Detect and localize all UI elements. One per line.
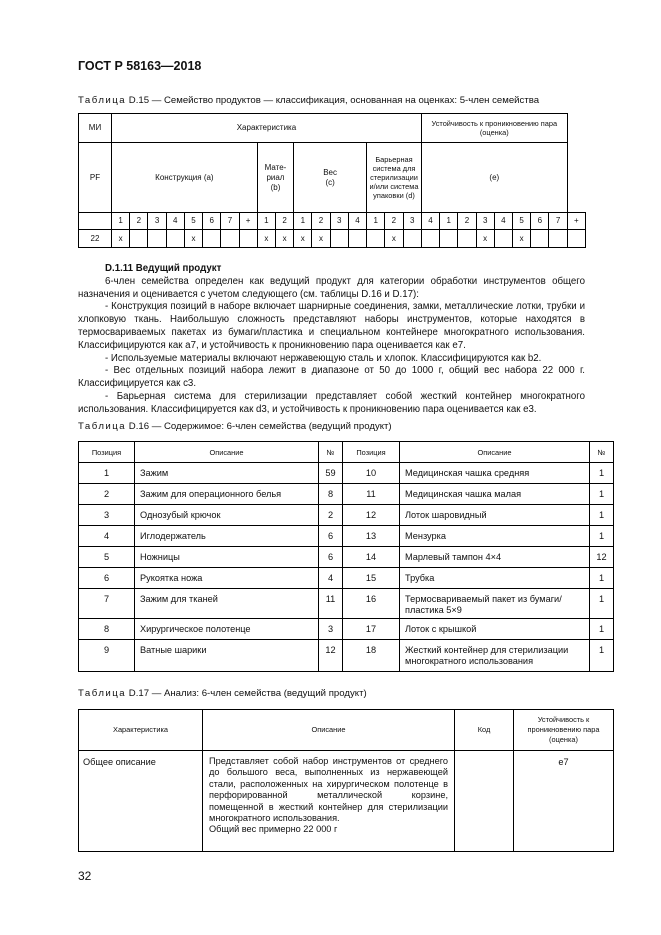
mark-cell xyxy=(239,230,257,248)
col-header-characteristic: Характеристика xyxy=(79,710,203,751)
number-cell: 6 xyxy=(319,547,343,568)
position-cell: 4 xyxy=(79,526,135,547)
description-cell: Термосвариваемый пакет из бумаги/пластика 5×9 xyxy=(400,589,590,619)
position-cell: 16 xyxy=(343,589,400,619)
mark-cell xyxy=(531,230,549,248)
number-cell: 1 xyxy=(590,505,614,526)
caption-prefix: Таблица xyxy=(78,95,127,106)
position-cell: 2 xyxy=(79,484,135,505)
number-cell: 4 xyxy=(494,213,512,230)
number-cell: 1 xyxy=(590,568,614,589)
table-d15 xyxy=(78,113,586,248)
page-number: 32 xyxy=(78,869,92,883)
position-cell: 5 xyxy=(79,547,135,568)
table-row xyxy=(79,568,614,589)
number-cell: 1 xyxy=(590,589,614,619)
number-cell: 8 xyxy=(319,484,343,505)
mark-cell xyxy=(440,230,458,248)
code-cell xyxy=(455,751,514,852)
barrier-header: Барьерная система для стерилизации и/или система упаковки (d) xyxy=(367,143,422,213)
description-cell: Медицинская чашка средняя xyxy=(400,463,590,484)
mark-cell: x xyxy=(385,230,403,248)
material-label: Мате-риал (b) xyxy=(264,162,287,192)
description-weight: Общий вес примерно 22 000 г xyxy=(209,824,338,835)
section-d111 xyxy=(78,263,585,417)
mark-cell xyxy=(494,230,512,248)
mark-cell: x xyxy=(476,230,494,248)
number-cell: 1 xyxy=(590,463,614,484)
number-cell: 1 xyxy=(367,213,385,230)
number-cell: 5 xyxy=(513,213,531,230)
characteristic-header: Характеристика xyxy=(112,114,422,143)
mark-cell xyxy=(148,230,166,248)
number-cell: 2 xyxy=(458,213,476,230)
empty-cell xyxy=(79,213,112,230)
mark-cell xyxy=(367,230,385,248)
mark-cell xyxy=(421,230,439,248)
number-cell: 1 xyxy=(590,526,614,547)
number-cell: 3 xyxy=(148,213,166,230)
description-cell: Рукоятка ножа xyxy=(135,568,319,589)
description-cell: Лоток с крышкой xyxy=(400,619,590,640)
caption-prefix: Таблица xyxy=(78,421,127,432)
table-d16-caption xyxy=(78,421,392,432)
position-cell: 18 xyxy=(343,640,400,672)
number-cell: 7 xyxy=(221,213,239,230)
mark-cell xyxy=(166,230,184,248)
paragraph: - Используемые материалы включают нержавеющую сталь и хлопок. Классифицируются как b2. xyxy=(105,352,542,364)
number-cell: 1 xyxy=(590,640,614,672)
description-cell: Зажим для операционного белья xyxy=(135,484,319,505)
number-cell: 4 xyxy=(166,213,184,230)
pf-header: PF xyxy=(79,143,112,213)
paragraph: - Конструкция позиций в наборе включает шарнирные соединения, замки, металлические лотки, трубки и хлопковую ткань. Наибольшую сложность представляют наборы инструментов, которые находятся в термосвариваемых пакетах из бумаги/пластика и специальном контейнере многократного использования. Классифицируются как а7, и устойчивость к проникновению пара оценивается как е7. xyxy=(78,301,585,351)
description-cell: Лоток шаровидный xyxy=(400,505,590,526)
number-cell: 4 xyxy=(421,213,439,230)
description-cell: Зажим xyxy=(135,463,319,484)
description-cell: Трубка xyxy=(400,568,590,589)
col-header-steam-resistance: Устойчивость к проникновению пара (оценка) xyxy=(514,710,614,751)
paragraph: - Вес отдельных позиций набора лежит в диапазоне от 50 до 1000 г, общий вес набора 22 000 г. Классифицируется как с3. xyxy=(78,365,585,390)
number-cell: 5 xyxy=(184,213,202,230)
number-cell: 3 xyxy=(330,213,348,230)
document-code: ГОСТ Р 58163—2018 xyxy=(78,59,202,73)
table-row xyxy=(79,484,614,505)
col-header-number: № xyxy=(319,442,343,463)
number-cell: 4 xyxy=(348,213,366,230)
description-cell: Мензурка xyxy=(400,526,590,547)
number-cell: 6 xyxy=(203,213,221,230)
position-cell: 13 xyxy=(343,526,400,547)
number-cell: 59 xyxy=(319,463,343,484)
mark-cell xyxy=(203,230,221,248)
description-cell: Зажим для тканей xyxy=(135,589,319,619)
description-cell xyxy=(203,751,455,852)
number-cell: 2 xyxy=(319,505,343,526)
description-cell: Жесткий контейнер для стерилизации многократного использования xyxy=(400,640,590,672)
mark-cell xyxy=(458,230,476,248)
description-cell: Ватные шарики xyxy=(135,640,319,672)
number-cell: 12 xyxy=(319,640,343,672)
position-cell: 17 xyxy=(343,619,400,640)
number-cell: 4 xyxy=(319,568,343,589)
col-header-position: Позиция xyxy=(343,442,400,463)
weight-label: Вес (c) xyxy=(323,167,338,187)
characteristic-cell: Общее описание xyxy=(79,751,203,852)
number-cell: 3 xyxy=(403,213,421,230)
mark-cell xyxy=(130,230,148,248)
paragraph: - Барьерная система для стерилизации представляет собой жесткий контейнер многократного использования. Классифицируется как d3, и устойчивость к проникновению пара оценивается как е3. xyxy=(78,390,585,415)
table-row xyxy=(79,463,614,484)
position-cell: 7 xyxy=(79,589,135,619)
number-cell: 11 xyxy=(319,589,343,619)
number-cell: + xyxy=(239,213,257,230)
table-row xyxy=(79,589,614,619)
position-cell: 12 xyxy=(343,505,400,526)
number-cell: 2 xyxy=(312,213,330,230)
table-d17 xyxy=(78,709,614,852)
number-cell: 1 xyxy=(590,484,614,505)
mark-cell: x xyxy=(184,230,202,248)
position-cell: 14 xyxy=(343,547,400,568)
number-cell: 3 xyxy=(319,619,343,640)
position-cell: 6 xyxy=(79,568,135,589)
mark-cell: x xyxy=(513,230,531,248)
number-cell: 12 xyxy=(590,547,614,568)
position-cell: 1 xyxy=(79,463,135,484)
e-header: (e) xyxy=(421,143,567,213)
col-header-description: Описание xyxy=(135,442,319,463)
caption-text: D.16 — Содержимое: 6-член семейства (ведущий продукт) xyxy=(126,421,392,432)
caption-prefix: Таблица xyxy=(78,688,127,699)
mi-header: МИ xyxy=(79,114,112,143)
mark-cell xyxy=(549,230,567,248)
description-cell: Иглодержатель xyxy=(135,526,319,547)
mark-cell xyxy=(403,230,421,248)
table-d16 xyxy=(78,441,614,672)
table-d15-caption xyxy=(78,95,539,106)
position-cell: 15 xyxy=(343,568,400,589)
number-cell: 1 xyxy=(294,213,312,230)
number-cell: 1 xyxy=(257,213,275,230)
position-cell: 9 xyxy=(79,640,135,672)
description-cell: Медицинская чашка малая xyxy=(400,484,590,505)
mark-cell: x xyxy=(257,230,275,248)
paragraph: 6-член семейства определен как ведущий продукт для категории обработки инструментов общего назначения и оценивается с учетом следующего (см. таблицы D.16 и D.17): xyxy=(78,275,585,300)
col-header-description: Описание xyxy=(400,442,590,463)
col-header-code: Код xyxy=(455,710,514,751)
caption-text: D.17 — Анализ: 6-член семейства (ведущий продукт) xyxy=(126,688,367,699)
mark-cell xyxy=(330,230,348,248)
table-row xyxy=(79,619,614,640)
number-cell: 1 xyxy=(112,213,130,230)
mark-cell xyxy=(348,230,366,248)
number-cell: 2 xyxy=(275,213,293,230)
number-cell: 1 xyxy=(590,619,614,640)
table-row xyxy=(79,547,614,568)
table-row xyxy=(79,505,614,526)
construction-header xyxy=(112,143,258,213)
construction-label: Конструкция (a) xyxy=(155,172,214,182)
pf-value: 22 xyxy=(79,230,112,248)
description-cell: Хирургическое полотенце xyxy=(135,619,319,640)
number-cell: + xyxy=(567,213,585,230)
col-header-description: Описание xyxy=(203,710,455,751)
table-d17-caption xyxy=(78,688,367,699)
mark-cell: x xyxy=(312,230,330,248)
mark-cell xyxy=(567,230,585,248)
steam-value-cell: е7 xyxy=(514,751,614,852)
mark-cell: x xyxy=(112,230,130,248)
material-header xyxy=(257,143,293,213)
description-cell: Однозубый крючок xyxy=(135,505,319,526)
position-cell: 11 xyxy=(343,484,400,505)
number-cell: 2 xyxy=(130,213,148,230)
description-cell: Марлевый тампон 4×4 xyxy=(400,547,590,568)
position-cell: 3 xyxy=(79,505,135,526)
col-header-number: № xyxy=(590,442,614,463)
description-cell: Ножницы xyxy=(135,547,319,568)
mark-cell: x xyxy=(294,230,312,248)
mark-cell xyxy=(221,230,239,248)
description-text: Представляет собой набор инструментов от среднего до большого веса, выполненных из нержавеющей стали, расположенных на хирургическом полотенце в перфорированной металлической корзине, помещенной в жесткий контейнер для стерилизации многократного использования. xyxy=(209,756,448,824)
number-cell: 1 xyxy=(440,213,458,230)
caption-text: D.15 — Семейство продуктов — классификация, основанная на оценках: 5-член семейства xyxy=(126,95,540,106)
number-cell: 3 xyxy=(476,213,494,230)
table-row xyxy=(79,640,614,672)
number-cell: 6 xyxy=(531,213,549,230)
steam-resistance-header: Устойчивость к проникновению пара (оценка) xyxy=(421,114,567,143)
number-cell: 6 xyxy=(319,526,343,547)
number-cell: 7 xyxy=(549,213,567,230)
weight-header xyxy=(294,143,367,213)
table-row xyxy=(79,526,614,547)
mark-cell: x xyxy=(275,230,293,248)
number-cell: 2 xyxy=(385,213,403,230)
section-heading: D.1.11 Ведущий продукт xyxy=(105,263,222,274)
position-cell: 8 xyxy=(79,619,135,640)
position-cell: 10 xyxy=(343,463,400,484)
col-header-position: Позиция xyxy=(79,442,135,463)
